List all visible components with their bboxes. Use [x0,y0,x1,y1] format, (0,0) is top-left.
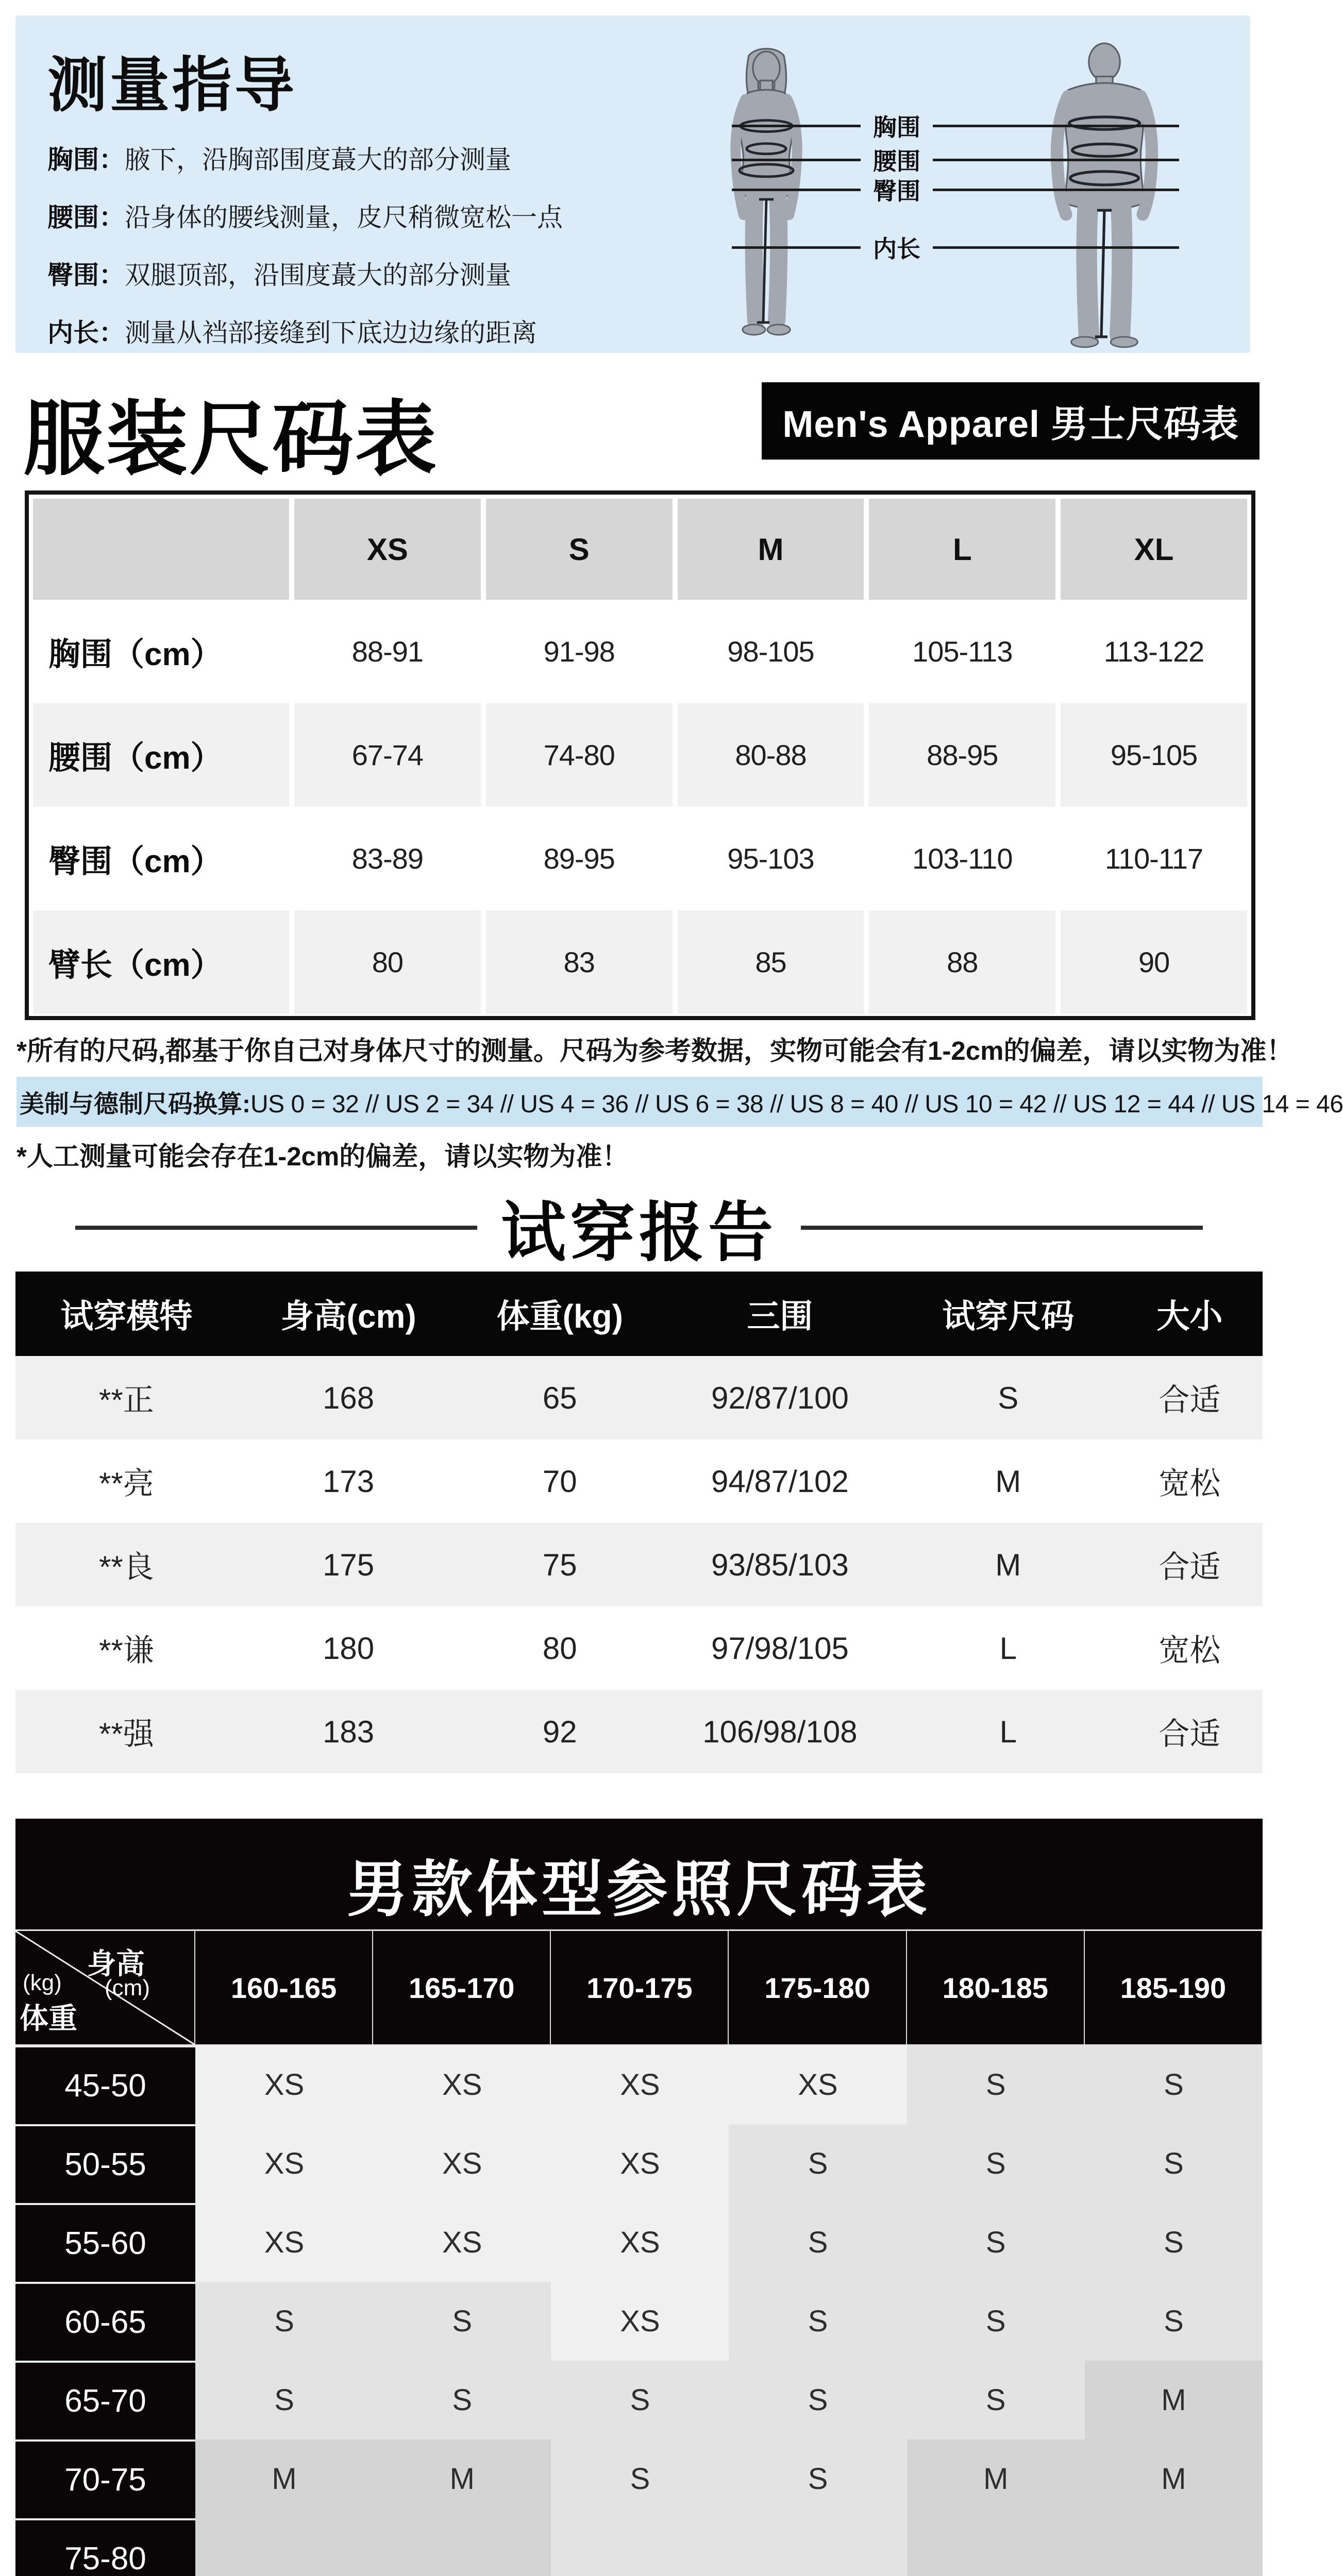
fit-header-cell: 体重(kg) [496,1298,623,1335]
fit-cell: 173 [323,1464,375,1499]
guide-item-label: 腰围： [47,203,125,232]
diagram-label-row [732,234,1179,261]
size-cell: XS [373,2124,551,2203]
weight-label-cell: 65-70 [15,2361,195,2439]
fit-cell: 合适 [1159,1717,1221,1751]
size-cell: S [907,2045,1085,2124]
diagram-label: 内长 [873,235,920,262]
fit-report-title: 试穿报告 [501,1196,777,1269]
fit-cell: L [999,1631,1017,1666]
measure-line-right [933,189,1179,191]
weight-label-cell-partial: 75-80 [15,2518,195,2576]
fit-cell: 106/98/108 [702,1714,858,1749]
measure-line-left [732,189,861,191]
diagram-label: 臀围 [873,178,920,205]
axis-corner-cell [15,1931,195,2045]
fit-cell: **正 [99,1383,154,1417]
size-cell: M [195,2439,373,2518]
fit-cell: 92/87/100 [711,1380,849,1415]
size-cell: XS [551,2045,729,2124]
fit-cell: 180 [323,1631,375,1666]
fit-header-cell: 身高(cm) [280,1298,416,1335]
size-table-cell: 85 [678,910,864,1014]
size-cell: M [373,2439,551,2518]
fit-cell: 宽松 [1159,1466,1221,1501]
size-cell: S [373,2282,551,2361]
height-header-cell: 170-175 [551,1931,729,2045]
size-cell: S [551,2361,729,2439]
measure-line-left [732,125,861,127]
size-cell: S [729,2282,906,2361]
size-cell-partial [373,2518,551,2576]
size-table-cell: 80 [294,910,481,1014]
fit-cell: **强 [99,1717,154,1751]
size-cell: M [907,2439,1085,2518]
guide-item [47,318,686,376]
fit-table-header [15,1272,1263,1356]
axis-row-label: 体重 [20,2002,77,2035]
size-table-row-label: 胸围（cm） [33,600,289,703]
size-table-header-cell: XL [1061,499,1247,600]
fit-report-header [0,1181,1278,1274]
height-header-cell: 160-165 [195,1931,373,2045]
size-table-cell: 80-88 [678,703,864,807]
size-chart-title: 服装尺码表 [23,394,438,485]
guide-item-label: 臀围： [47,261,125,290]
fit-header-cell: 试穿尺码 [942,1298,1075,1335]
size-cell: S [1085,2282,1263,2361]
size-cell-partial [729,2518,906,2576]
height-header-cell: 180-185 [907,1931,1085,2045]
size-table-cell: 83-89 [294,807,481,910]
fit-table-row [15,1356,1263,1439]
fit-cell: 宽松 [1159,1633,1221,1668]
size-table-row-label: 臀围（cm） [33,807,289,910]
fit-cell: 175 [323,1547,375,1582]
axis-col-unit: (cm) [105,1975,150,2001]
size-table-row-label: 臂长（cm） [33,910,289,1014]
measure-line-right [933,159,1179,161]
size-cell: XS [195,2203,373,2282]
size-cell: XS [373,2203,551,2282]
size-cell: S [373,2361,551,2439]
conversion-text: US 0 = 32 // US 2 = 34 // US 4 = 36 // US 6 = 38 // US 8 = 40 // US 10 = 42 // US 12 = 44 // US 14 = 46 [250,1091,1343,1118]
size-table-cell: 91-98 [486,600,673,703]
size-cell: XS [551,2282,729,2361]
size-cell-partial [551,2518,729,2576]
fit-cell: **谦 [99,1633,154,1668]
size-cell: S [907,2203,1085,2282]
guide-item-label: 胸围： [47,145,125,174]
size-table-cell: 67-74 [294,703,481,807]
fit-cell: 168 [323,1380,375,1415]
size-table-row-label: 腰围（cm） [33,703,289,807]
size-cell: S [729,2361,906,2439]
size-table [25,490,1255,1020]
fit-report-table [15,1272,1263,1773]
height-header-cell: 175-180 [729,1931,906,2045]
fit-table-row [15,1690,1263,1773]
guide-item-label: 内长： [47,318,125,347]
body-type-chart [15,1819,1263,2576]
size-cell: XS [195,2045,373,2124]
size-table-cell: 88 [869,910,1055,1014]
note-disclaimer-2: *人工测量可能会存在1-2cm的偏差，请以实物为准！ [16,1142,629,1171]
body-chart-title: 男款体型参照尺码表 [346,1856,931,1924]
size-cell-partial [907,2518,1085,2576]
size-table-header-cell: L [869,499,1055,600]
size-cell: S [1085,2124,1263,2203]
size-table-cell: 89-95 [486,807,673,910]
fit-header-cell: 试穿模特 [60,1298,193,1335]
size-cell: S [907,2361,1085,2439]
measure-line-right [933,246,1179,249]
title-rule-left [75,1226,477,1230]
size-cell: XS [195,2124,373,2203]
size-table-cell: 110-117 [1061,807,1247,910]
fit-cell: L [999,1714,1017,1749]
size-cell: S [195,2282,373,2361]
size-cell: M [1085,2361,1263,2439]
size-cell: XS [729,2045,906,2124]
size-notes [16,1029,1343,1173]
fit-cell: 65 [542,1380,577,1415]
axis-row-unit: (kg) [23,1970,62,1995]
size-table-cell: 83 [486,910,673,1014]
fit-table-row [15,1439,1263,1523]
fit-cell: 94/87/102 [711,1464,849,1499]
fit-cell: S [998,1380,1019,1415]
weight-label-cell: 50-55 [15,2124,195,2203]
size-table-cell: 95-105 [1061,703,1247,807]
size-table-cell: 113-122 [1061,600,1247,703]
guide-item-text: 双腿顶部，沿围度蕞大的部分测量 [125,261,511,290]
fit-table-row [15,1606,1263,1690]
size-cell: XS [373,2045,551,2124]
weight-label-cell: 70-75 [15,2439,195,2518]
conversion-label: 美制与德制尺码换算: [20,1091,250,1118]
size-cell: S [1085,2045,1263,2124]
measure-line-left [732,159,861,161]
fit-cell: M [995,1464,1021,1499]
fit-cell: 80 [542,1631,577,1666]
size-cell: S [907,2124,1085,2203]
fit-cell: 70 [542,1464,577,1499]
size-table-corner-cell [33,499,289,600]
fit-header-cell: 大小 [1156,1298,1223,1335]
note-disclaimer-1: *所有的尺码,都基于你自己对身体尺寸的测量。尺码为参考数据，实物可能会有1-2cm的偏差，请以实物为准！ [16,1036,1293,1065]
guide-item-text: 沿身体的腰线测量，皮尺稍微宽松一点 [125,203,563,232]
size-table-cell: 98-105 [678,600,864,703]
body-chart-grid [15,1929,1263,2576]
measure-guide-title: 测量指导 [47,52,297,118]
measure-guide-items [47,145,686,376]
weight-label-cell: 60-65 [15,2282,195,2361]
measure-guide-box [15,15,1250,353]
size-table-cell: 103-110 [869,807,1055,910]
fit-cell: 92 [542,1714,577,1749]
size-cell: M [1085,2439,1263,2518]
size-table-cell: 88-95 [869,703,1055,807]
size-cell: S [729,2124,906,2203]
height-header-cell: 185-190 [1085,1931,1263,2045]
size-table-header-cell: XS [294,499,481,600]
size-table-header-cell: S [486,499,673,600]
size-cell: XS [551,2203,729,2282]
height-header-cell: 165-170 [373,1931,551,2045]
fit-cell: **良 [99,1550,154,1584]
fit-table-body [15,1356,1263,1773]
size-table-cell: 88-91 [294,600,481,703]
size-cell-partial [1085,2518,1263,2576]
guide-item-text: 腋下，沿胸部围度蕞大的部分测量 [125,145,511,174]
fit-table-row [15,1523,1263,1606]
fit-cell: 合适 [1159,1550,1221,1584]
axis-col-label: 身高 [87,1947,145,1980]
size-table-header-cell: M [678,499,864,600]
fit-cell: M [995,1547,1021,1582]
fit-cell: **亮 [99,1466,154,1501]
fit-cell: 合适 [1159,1383,1221,1417]
size-cell: S [729,2203,906,2282]
diagram-label-row [732,146,1179,173]
size-cell: S [907,2282,1085,2361]
size-cell-partial [195,2518,373,2576]
guide-item [47,203,686,261]
diagram-label-row [732,112,1179,139]
fit-header-cell: 三围 [747,1298,813,1335]
diagram-label: 腰围 [873,148,920,175]
fit-cell: 75 [542,1547,577,1582]
size-cell: S [1085,2203,1263,2282]
weight-label-cell: 45-50 [15,2045,195,2124]
measure-line-right [933,125,1179,127]
size-cell: S [195,2361,373,2439]
title-rule-right [801,1226,1203,1230]
diagram-label-row [732,176,1179,203]
size-cell: S [551,2439,729,2518]
mens-apparel-badge: Men's Apparel 男士尺码表 [762,382,1260,460]
weight-label-cell: 55-60 [15,2203,195,2282]
size-table-cell: 90 [1061,910,1247,1014]
size-table-cell: 74-80 [486,703,673,807]
measure-line-left [732,246,861,249]
guide-item [47,261,686,318]
fit-cell: 93/85/103 [711,1547,849,1582]
size-cell: XS [551,2124,729,2203]
fit-cell: 183 [323,1714,375,1749]
size-cell: S [729,2439,906,2518]
guide-item-text: 测量从裆部接缝到下底边边缘的距离 [125,318,537,347]
guide-item [47,145,686,203]
us-de-conversion-note [16,1077,1343,1127]
diagram-label: 胸围 [873,114,920,141]
size-table-cell: 105-113 [869,600,1055,703]
fit-cell: 97/98/105 [711,1631,849,1666]
size-table-cell: 95-103 [678,807,864,910]
